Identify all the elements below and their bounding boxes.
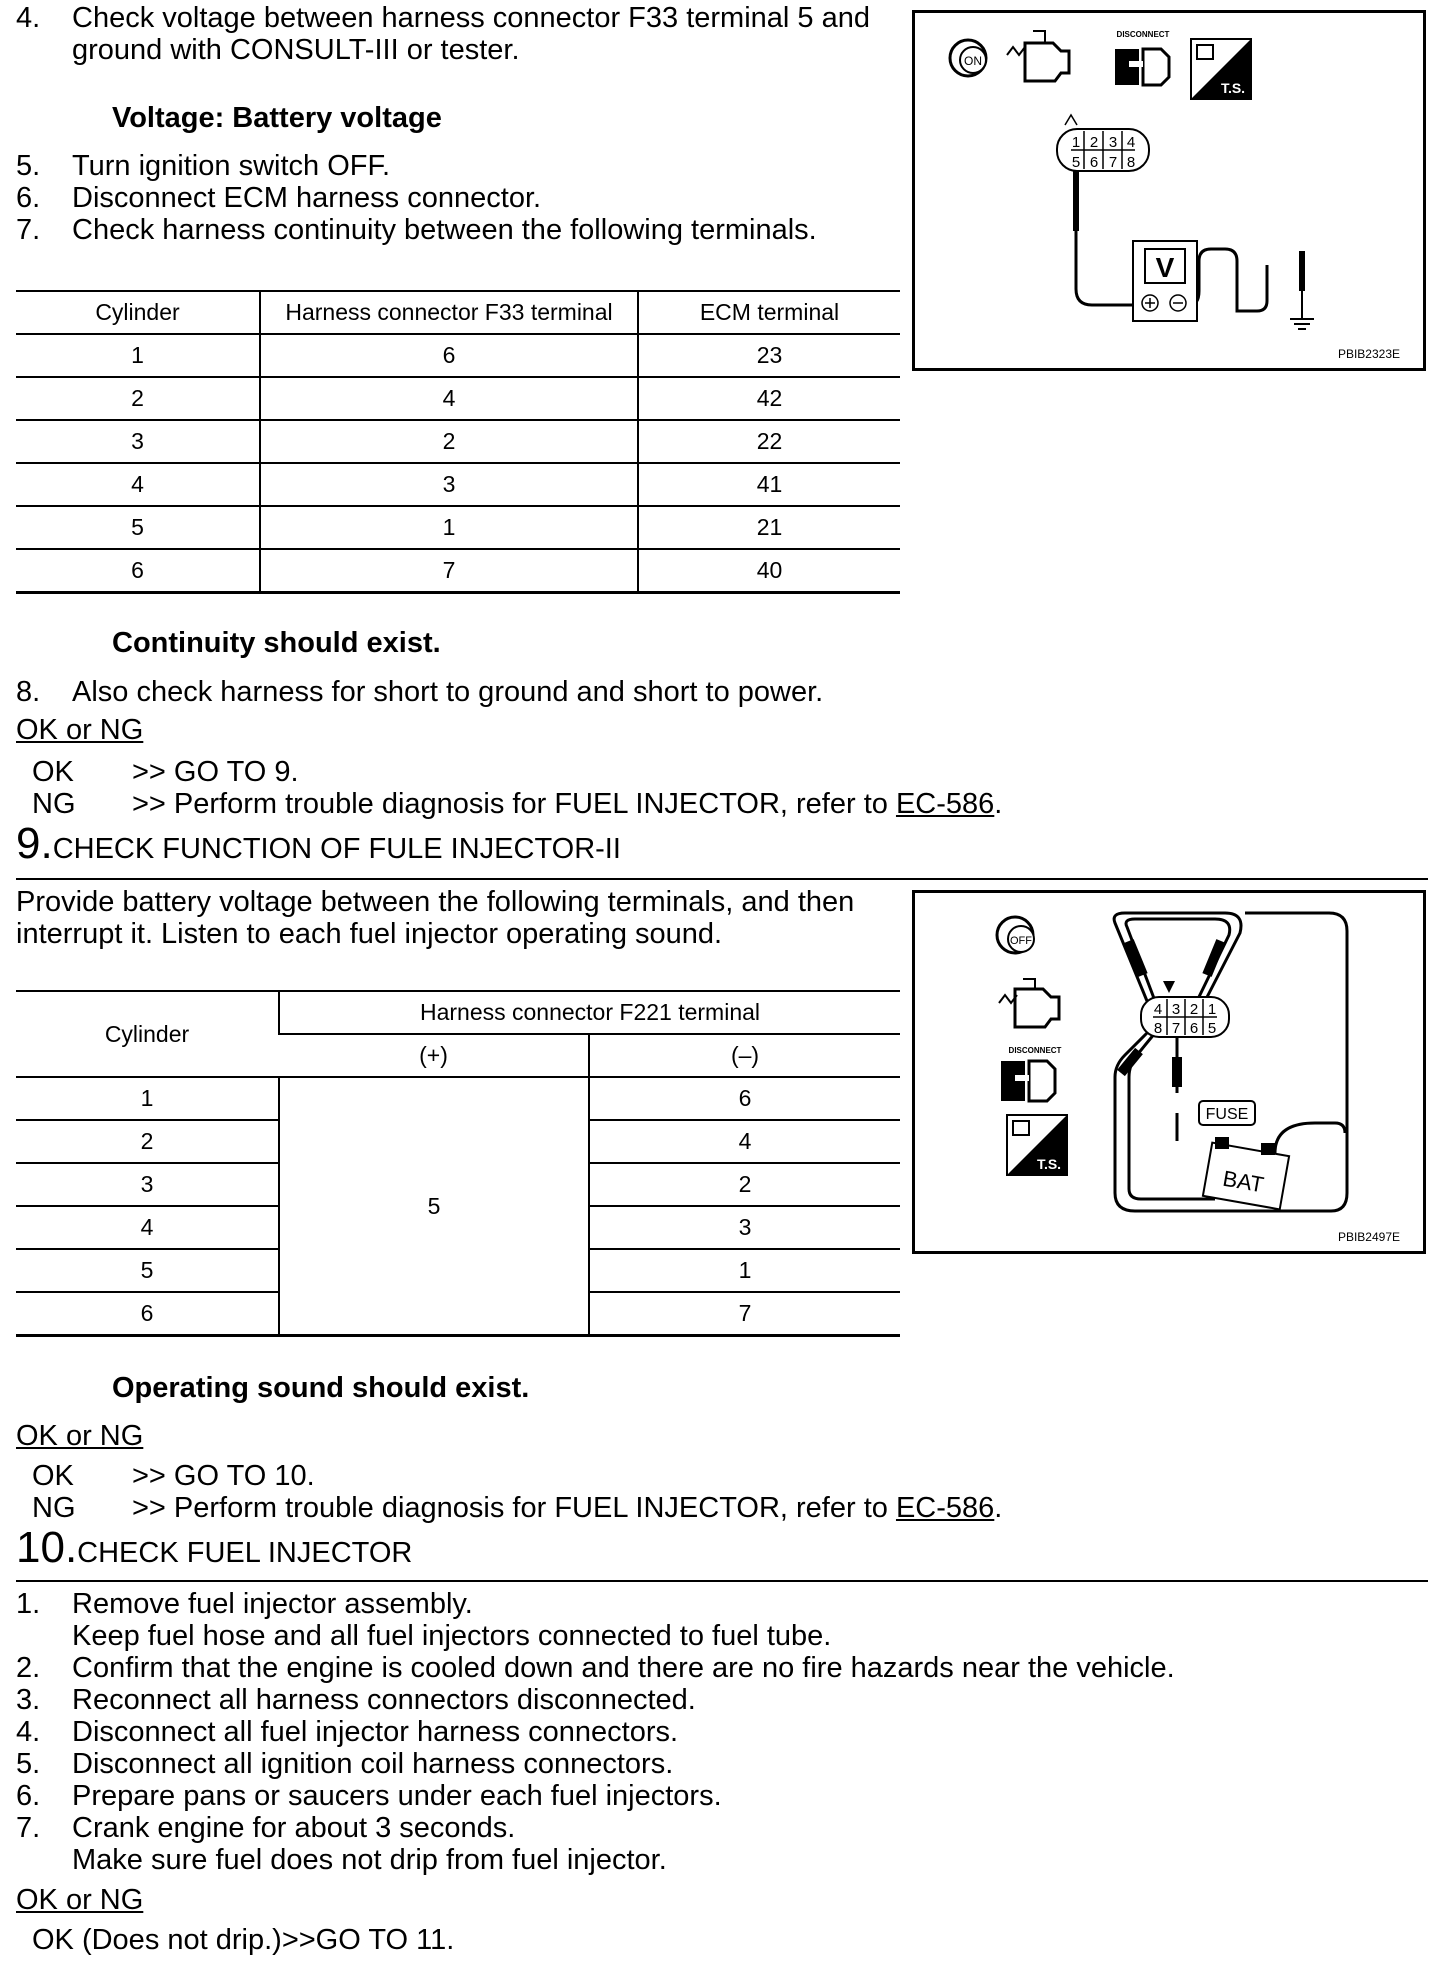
table-cell: 3: [589, 1206, 900, 1249]
ts-label: T.S.: [1036, 1156, 1062, 1172]
sound-spec: Operating sound should exist.: [112, 1372, 530, 1404]
ts-icon: [1007, 1115, 1067, 1175]
pin-label: 6: [1189, 1020, 1199, 1037]
pin-label: 1: [1071, 134, 1081, 151]
table-row: [16, 420, 900, 463]
step-4-line-1: 4. Check voltage between harness connector F33 terminal 5 and: [16, 2, 870, 34]
fuse-icon: [1199, 1101, 1255, 1125]
table-header-row: [16, 291, 900, 334]
table-cell: 2: [260, 420, 638, 463]
ok-option: OK (Does not drip.)>>GO TO 11.: [32, 1924, 455, 1956]
table-cell: 42: [638, 377, 900, 420]
table-cell: 1: [589, 1249, 900, 1292]
section-9-intro-line-2: interrupt it. Listen to each fuel injector operating sound.: [16, 918, 723, 950]
table-cell: 40: [638, 549, 900, 593]
voltage-spec: Voltage: Battery voltage: [112, 102, 442, 134]
figure-injector-operation: [912, 890, 1426, 1254]
table-cell: 5: [16, 506, 260, 549]
on-label: ON: [964, 54, 982, 68]
table-cell: 6: [589, 1077, 900, 1120]
disconnect-label: DISCONNECT: [1008, 1046, 1062, 1055]
table-header-row: [16, 991, 900, 1034]
table-cell: 2: [16, 377, 260, 420]
header-f33-terminal: Harness connector F33 terminal: [260, 291, 638, 334]
header-cylinder: Cylinder: [16, 991, 279, 1077]
section-10-step-7: 7. Crank engine for about 3 seconds.: [16, 1812, 516, 1844]
section-10-title: 10.CHECK FUEL INJECTOR: [16, 1523, 413, 1572]
ts-icon: [1191, 39, 1251, 99]
pin-label: 8: [1153, 1020, 1163, 1037]
ok-ng-heading: OK or NG: [16, 1420, 144, 1452]
plus-terminal-cell: 5: [279, 1077, 589, 1336]
pin-label: 3: [1171, 1001, 1181, 1018]
section-10-step-3: 3. Reconnect all harness connectors disconnected.: [16, 1684, 696, 1716]
bat-label: BAT: [1220, 1165, 1266, 1198]
table-row: [16, 334, 900, 377]
table-cell: 7: [260, 549, 638, 593]
table-row: [16, 506, 900, 549]
pin-label: 2: [1189, 1001, 1199, 1018]
table-row: [16, 549, 900, 593]
step-7: 7. Check harness continuity between the following terminals.: [16, 214, 817, 246]
section-10-step-6: 6. Prepare pans or saucers under each fuel injectors.: [16, 1780, 722, 1812]
ok-ng-heading: OK or NG: [16, 714, 144, 746]
table-cell: 23: [638, 334, 900, 377]
ignition-on-icon: [950, 40, 986, 76]
table-cell: 3: [16, 1163, 279, 1206]
section-10-step-7-note: Make sure fuel does not drip from fuel injector.: [72, 1844, 667, 1876]
ignition-off-icon: [997, 917, 1034, 953]
fuse-label: FUSE: [1205, 1106, 1249, 1123]
table-cell: 7: [589, 1292, 900, 1336]
table-cell: 4: [16, 463, 260, 506]
disconnect-icon: [1115, 49, 1169, 85]
ok-ng-heading: OK or NG: [16, 1884, 144, 1916]
pin-label: 8: [1126, 154, 1136, 171]
table-cell: 4: [16, 1206, 279, 1249]
pin-label: 5: [1071, 154, 1081, 171]
engine-icon: [1007, 31, 1069, 81]
voltmeter-icon: [1133, 241, 1197, 321]
ts-label: T.S.: [1220, 80, 1246, 96]
pin-label: 4: [1126, 134, 1136, 151]
section-divider: [16, 878, 1428, 880]
table-cell: 41: [638, 463, 900, 506]
connector-f33-icon: [1057, 115, 1149, 171]
pin-label: 2: [1089, 134, 1099, 151]
figure-voltage-check: [912, 10, 1426, 371]
section-10-step-1: 1. Remove fuel injector assembly.: [16, 1588, 473, 1620]
pin-label: 3: [1108, 134, 1118, 151]
step-5: 5. Turn ignition switch OFF.: [16, 150, 391, 182]
table-cell: 1: [16, 1077, 279, 1120]
figure-id: PBIB2497E: [1337, 1230, 1400, 1244]
injector-operation-diagram: [915, 893, 1423, 1251]
header-minus: (–): [589, 1034, 900, 1077]
voltage-check-diagram: [915, 13, 1423, 368]
table-cell: 6: [16, 1292, 279, 1336]
continuity-spec: Continuity should exist.: [112, 627, 441, 659]
table-cell: 4: [589, 1120, 900, 1163]
table-row: [16, 463, 900, 506]
ok-option: OK >> GO TO 10.: [32, 1460, 315, 1492]
pin-label: 1: [1207, 1001, 1217, 1018]
pin-label: 7: [1108, 154, 1118, 171]
section-10-step-2: 2. Confirm that the engine is cooled down and there are no fire hazards near the vehicle.: [16, 1652, 1175, 1684]
section-10-step-4: 4. Disconnect all fuel injector harness connectors.: [16, 1716, 679, 1748]
meter-label: V: [1155, 252, 1175, 283]
table-cell: 1: [16, 334, 260, 377]
header-f221-terminal: Harness connector F221 terminal: [279, 991, 900, 1034]
pin-label: 7: [1171, 1020, 1181, 1037]
table-cell: 21: [638, 506, 900, 549]
step-4-line-2: ground with CONSULT-III or tester.: [72, 34, 520, 66]
step-8: 8. Also check harness for short to ground and short to power.: [16, 676, 824, 708]
table-cell: 6: [16, 549, 260, 593]
section-10-step-1-note: Keep fuel hose and all fuel injectors connected to fuel tube.: [72, 1620, 832, 1652]
pin-label: 4: [1153, 1001, 1163, 1018]
continuity-table: [16, 290, 900, 594]
disconnect-icon: [1001, 1061, 1055, 1101]
disconnect-label: DISCONNECT: [1116, 30, 1170, 39]
figure-id: PBIB2323E: [1337, 347, 1400, 361]
connector-f221-icon: [1141, 981, 1229, 1037]
table-cell: 4: [260, 377, 638, 420]
table-cell: 5: [16, 1249, 279, 1292]
ec-586-link[interactable]: EC-586: [895, 788, 995, 820]
header-plus: (+): [279, 1034, 589, 1077]
pin-label: 5: [1207, 1020, 1217, 1037]
step-6: 6. Disconnect ECM harness connector.: [16, 182, 542, 214]
header-cylinder: Cylinder: [16, 291, 260, 334]
ok-option: OK >> GO TO 9.: [32, 756, 299, 788]
injector-terminal-table: [16, 990, 900, 1337]
ec-586-link[interactable]: EC-586: [895, 1492, 995, 1524]
header-ecm-terminal: ECM terminal: [638, 291, 900, 334]
table-cell: 1: [260, 506, 638, 549]
ng-option: NG >> Perform trouble diagnosis for FUEL INJECTOR, refer to EC-586.: [32, 1492, 1003, 1524]
table-cell: 2: [16, 1120, 279, 1163]
section-9-title: 9.CHECK FUNCTION OF FULE INJECTOR-II: [16, 819, 621, 868]
section-9-intro-line-1: Provide battery voltage between the following terminals, and then: [16, 886, 855, 918]
ng-option: NG >> Perform trouble diagnosis for FUEL INJECTOR, refer to EC-586.: [32, 788, 1003, 820]
table-cell: 22: [638, 420, 900, 463]
engine-icon: [999, 979, 1059, 1027]
off-label: OFF: [1010, 935, 1032, 947]
table-row: [16, 377, 900, 420]
pin-label: 6: [1089, 154, 1099, 171]
table-row: [16, 1077, 900, 1120]
table-cell: 3: [16, 420, 260, 463]
table-cell: 2: [589, 1163, 900, 1206]
table-cell: 6: [260, 334, 638, 377]
table-cell: 3: [260, 463, 638, 506]
section-divider: [16, 1580, 1428, 1582]
section-10-step-5: 5. Disconnect all ignition coil harness connectors.: [16, 1748, 674, 1780]
